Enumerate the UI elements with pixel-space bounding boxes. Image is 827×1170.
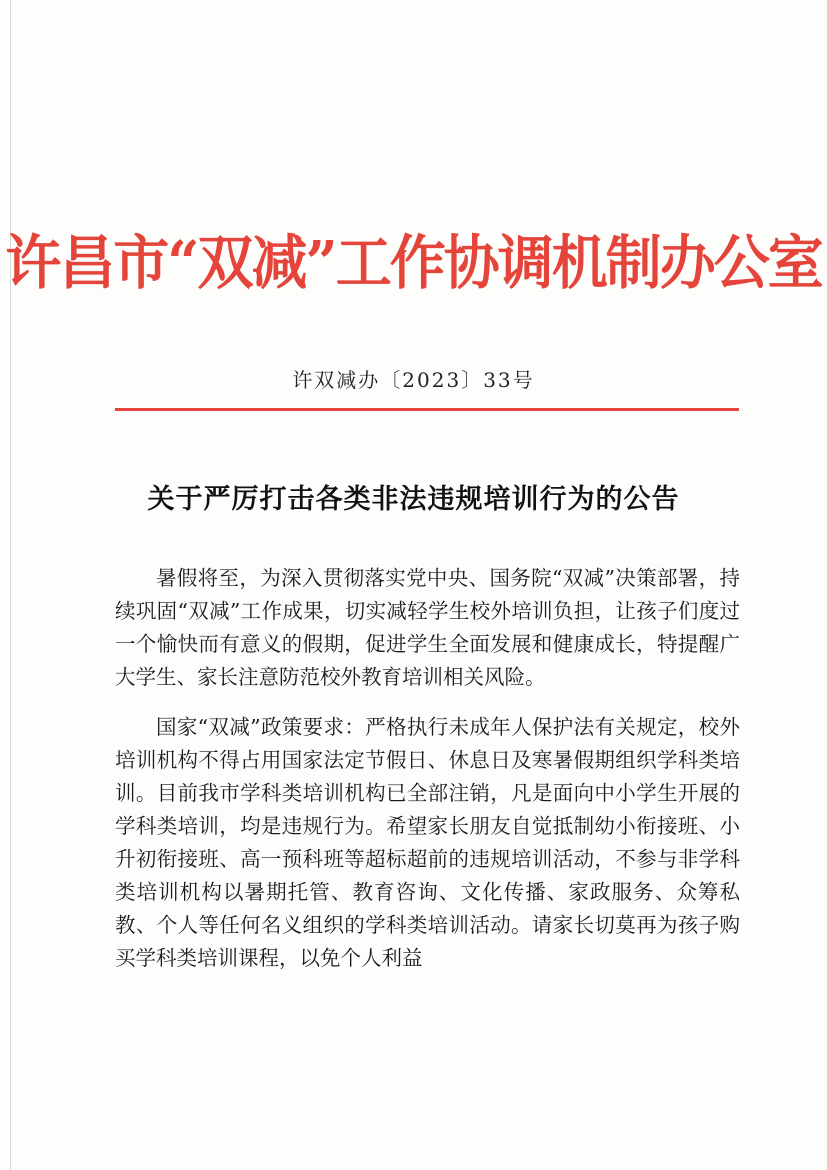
body-paragraph: 国家“双减”政策要求：严格执行未成年人保护法有关规定，校外培训机构不得占用国家法定节假日、休息日及寒暑假期组织学科类培训。目前我市学科类培训机构已全部注销，凡是面向中小学生开展的学科类培训，均是违规行为。希望家长朋友自觉抵制幼小衔接班、小升初衔接班、高一预科班等超标超前的违规培训活动，不参与非学科类培训机构以暑期托管、教育咨询、文化传播、家政服务、众筹私教、个人等任何名义组织的学科类培训活动。请家长切莫再为孩子购买学科类培训课程，以免个人利益 (115, 715, 740, 970)
document-title: 关于严厉打击各类非法违规培训行为的公告 (147, 484, 680, 515)
letterhead: 许昌市“双减”工作协调机制办公室 (5, 228, 822, 298)
red-divider-rule (115, 408, 739, 411)
document-body (115, 562, 740, 975)
document-number: 许双减办〔2023〕33号 (292, 368, 535, 392)
scan-edge-line (10, 0, 11, 1170)
body-paragraph: 暑假将至，为深入贯彻落实党中央、国务院“双减”决策部署，持续巩固“双减”工作成果，切实减轻学生校外培训负担，让孩子们度过一个愉快而有意义的假期，促进学生全面发展和健康成长，特提醒广大学生、家长注意防范校外教育培训相关风险。 (115, 566, 740, 689)
